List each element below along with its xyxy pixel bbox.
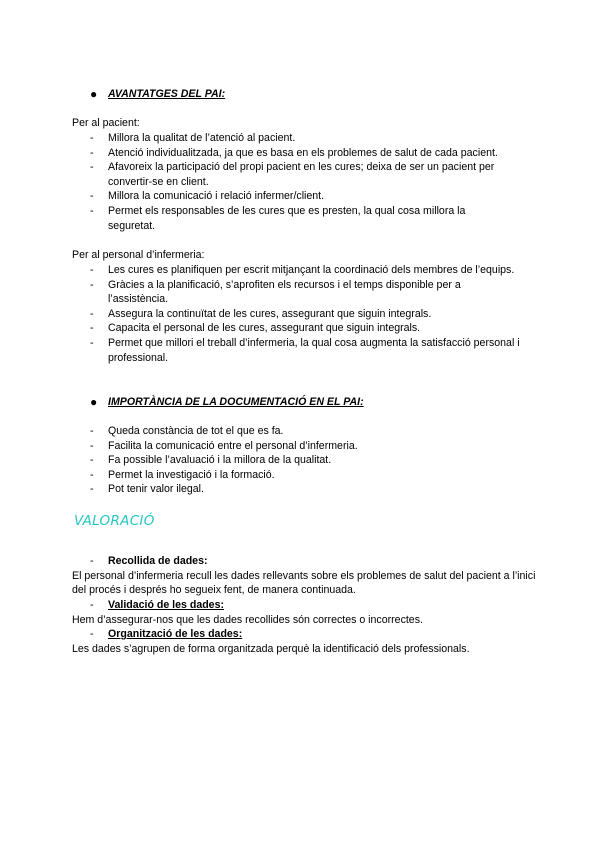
- list-item: - Atenció individualitzada, ja que es basa en els problemes de salut de cada pacient.: [90, 146, 498, 159]
- list-item: - Assegura la continuïtat de les cures, assegurant que siguin integrals.: [90, 307, 432, 320]
- list-item: - Permet que millori el treball d’infermeria, la qual cosa augmenta la satisfacció personal i professional.: [90, 336, 520, 364]
- subsection-recollida: [72, 554, 542, 598]
- subsection-heading: - Organització de les dades:: [90, 628, 243, 640]
- subsection-text: Hem d’assegurar-nos que les dades recollides són correctes o incorrectes.: [72, 613, 423, 626]
- dash-icon: -: [90, 454, 94, 467]
- documentation-importance-list: [72, 424, 532, 497]
- nursing-intro: Per al personal d’infermeria:: [72, 249, 205, 261]
- dash-icon: -: [90, 132, 94, 144]
- dash-icon: -: [90, 468, 94, 481]
- subsection-validacio: [72, 598, 542, 627]
- dash-icon: -: [90, 439, 94, 452]
- subsection-heading: - Recollida de dades:: [90, 555, 208, 567]
- dash-icon: -: [90, 264, 94, 276]
- bullet-icon: ●: [90, 395, 98, 409]
- dash-icon: -: [90, 336, 94, 349]
- list-item: - Fa possible l’avaluació i la millora de la qualitat.: [90, 454, 332, 467]
- list-item: - Pot tenir valor ilegal.: [90, 483, 204, 496]
- dash-icon: -: [90, 161, 94, 174]
- dash-icon: -: [90, 146, 94, 159]
- section-heading-avantatges: [90, 87, 225, 102]
- dash-icon: -: [90, 190, 94, 203]
- bullet-icon: ●: [90, 87, 98, 101]
- dash-icon: -: [90, 555, 94, 567]
- subsection-text: Les dades s’agrupen de forma organitzada perquè la identificació dels professionals.: [72, 642, 470, 655]
- dash-icon: -: [90, 204, 94, 217]
- list-item: - Queda constància de tot el que es fa.: [90, 425, 284, 437]
- patient-intro: Per al pacient:: [72, 117, 140, 129]
- dash-icon: -: [90, 307, 94, 320]
- nursing-advantages-list: [72, 263, 532, 365]
- heading-text: AVANTATGES DEL PAI:: [108, 88, 226, 100]
- section-title-valoracio: VALORACIÓ: [74, 513, 155, 529]
- subsection-text: El personal d’infermeria recull les dades rellevants sobre els problemes de salut del pacient a l’inici del procés i després ho segueix fent, de manera continuada.: [72, 569, 536, 597]
- list-item: - Afavoreix la participació del propi pacient en les cures; deixa de ser un pacient per convertir-se en client.: [90, 161, 495, 188]
- heading-text: IMPORTÀNCIA DE LA DOCUMENTACIÓ EN EL PAI:: [108, 396, 364, 408]
- patient-advantages-list: [72, 131, 532, 233]
- dash-icon: -: [90, 599, 94, 611]
- list-item: - Gràcies a la planificació, s’aprofiten els recursos i el temps disponible per a l’assistència.: [90, 278, 461, 306]
- list-item: - Capacita el personal de les cures, assegurant que siguin integrals.: [90, 322, 421, 335]
- list-item: - Permet la investigació i la formació.: [90, 468, 275, 481]
- dash-icon: -: [90, 278, 94, 291]
- list-item: - Facilita la comunicació entre el personal d’infermeria.: [90, 439, 358, 452]
- list-item: - Millora la qualitat de l’atenció al pacient.: [90, 132, 296, 144]
- list-item: - Permet els responsables de les cures que es presten, la qual cosa millora la seguretat.: [90, 204, 466, 232]
- list-item: - Les cures es planifiquen per escrit mitjançant la coordinació dels membres de l’equips.: [90, 264, 515, 276]
- subsection-organitzacio: [72, 627, 542, 656]
- section-heading-importancia: [90, 395, 364, 410]
- subsection-heading: - Validació de les dades:: [90, 599, 224, 611]
- dash-icon: -: [90, 483, 94, 496]
- dash-icon: -: [90, 425, 94, 437]
- dash-icon: -: [90, 322, 94, 335]
- dash-icon: -: [90, 628, 94, 640]
- list-item: - Millora la comunicació i relació infermer/client.: [90, 190, 325, 203]
